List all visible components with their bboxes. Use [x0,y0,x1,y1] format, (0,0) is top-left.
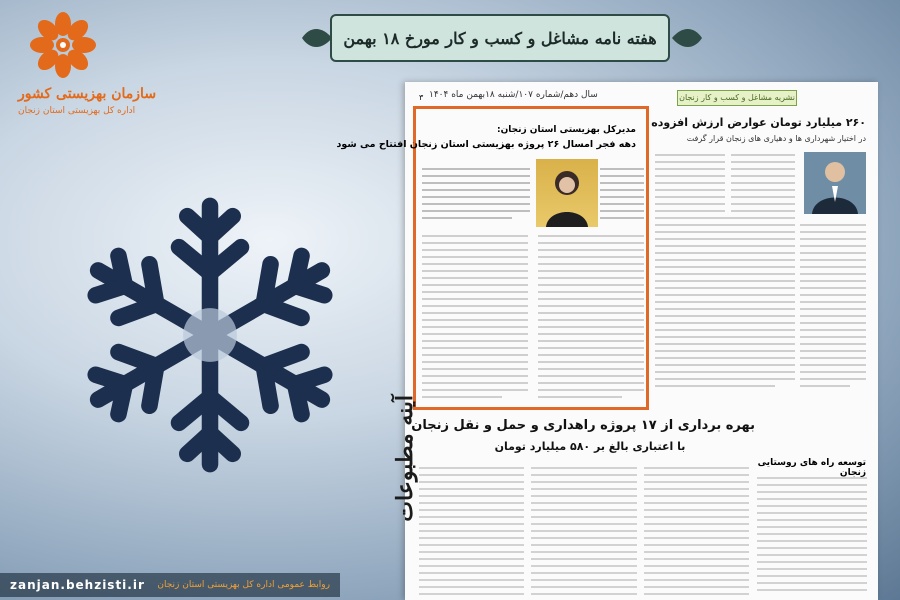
side-article-headline: توسعه راه های روستایی زنجان [757,458,866,478]
article-photo [536,159,598,227]
footer-url[interactable]: zanjan.behzisti.ir [10,578,145,592]
right-ornament-icon [670,26,704,50]
logo-title: سازمان بهزیستی کشور [18,86,157,102]
text-lines-3 [422,233,644,405]
left-article-kicker: مدیرکل بهزیستی استان زنجان: [496,125,636,135]
organization-logo [18,10,157,116]
left-ornament-icon [300,26,334,50]
footer-bar [0,573,340,597]
text-lines-2 [600,165,646,225]
man-portrait-icon [804,152,866,214]
section-tag: نشریه مشاغل و کسب و کار زنجان [677,90,797,106]
page-number: ۳ [419,93,424,102]
banner-title: هفته نامه مشاغل و کسب و کار مورخ ۱۸ بهمن [343,28,657,48]
text-lines-right [655,152,795,402]
text-lines-1 [422,165,532,225]
issue-line: سال دهم/شماره ۱۰۷/شنبه ۱۸بهمن ماه ۱۴۰۴ [429,90,598,100]
text-lines-side [757,474,867,598]
text-lines-right-2 [800,222,866,402]
title-banner [330,14,670,62]
right-article-subheadline: در اختیار شهرداری ها و دهیاری های زنجان قرار گرفت [686,134,866,143]
right-article-headline: ۲۶۰ میلیارد تومان عوارض ارزش افزوده [651,116,866,129]
footer-text: روابط عمومی اداره کل بهزیستی استان زنجان [157,580,330,590]
vertical-title: آینه مطبوعات [392,395,418,522]
main-article-subheadline: با اعتباری بالغ بر ۵۸۰ میلیارد تومان [494,440,686,453]
text-lines-bottom [419,462,749,598]
snowflake-image [55,180,365,490]
right-article-photo [804,152,866,214]
behzisti-logo-icon [28,10,98,80]
main-article-headline: بهره برداری از ۱۷ پروژه راهداری و حمل و نقل زنجان [411,418,755,433]
newspaper-page [336,82,878,600]
person-icon [536,159,598,227]
logo-subtitle: اداره کل بهزیستی استان زنجان [18,105,136,116]
left-article-headline: دهه فجر امسال ۲۶ پروژه بهزیستی استان زنجان افتتاح می شود [336,139,636,150]
highlighted-article [336,106,649,410]
